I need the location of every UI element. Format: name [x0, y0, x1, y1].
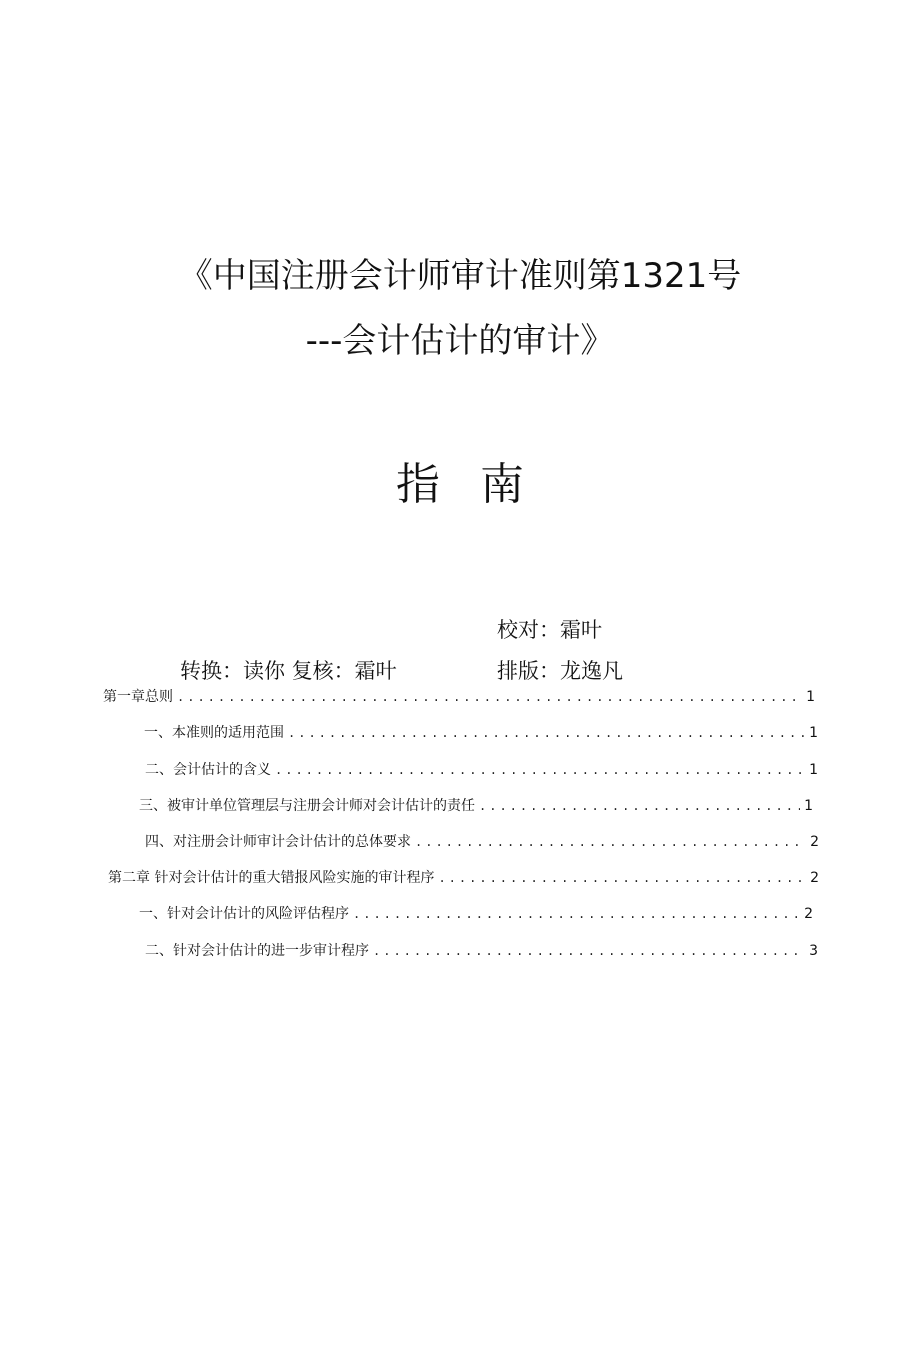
toc-entry-title: 二、会计估计的含义 — [145, 762, 271, 778]
toc-entry-page: 1 — [809, 762, 818, 778]
toc-entry-title: 二、针对会计估计的进一步审计程序 — [145, 943, 369, 959]
toc-entry[interactable] — [139, 795, 813, 815]
document-title-line-2: ---会计估计的审计》 — [305, 321, 615, 361]
toc-entry[interactable] — [145, 831, 819, 851]
toc-leader-dots — [415, 835, 806, 849]
toc-entry[interactable] — [144, 722, 818, 742]
toc-entry[interactable] — [103, 686, 815, 706]
toc-entry-title: 三、被审计单位管理层与注册会计师对会计估计的责任 — [139, 798, 475, 814]
document-subtitle: 指南 — [396, 459, 564, 510]
credit-proofread: 校对：霜叶 — [497, 618, 602, 642]
toc-entry-title: 一、本准则的适用范围 — [144, 725, 284, 741]
credit-convert-review: 转换：读你 复核：霜叶 — [180, 659, 397, 683]
toc-leader-dots — [438, 871, 806, 885]
toc-entry-title: 第二章 针对会计估计的重大错报风险实施的审计程序 — [108, 870, 435, 886]
toc-entry-page: 1 — [804, 798, 813, 814]
toc-leader-dots — [479, 799, 800, 813]
toc-entry-title: 第一章总则 — [103, 689, 173, 705]
toc-leader-dots — [353, 907, 800, 921]
toc-entry-title: 四、对注册会计师审计会计估计的总体要求 — [145, 834, 411, 850]
toc-entry[interactable] — [139, 903, 813, 923]
toc-entry[interactable] — [145, 940, 818, 960]
toc-entry[interactable] — [108, 867, 819, 887]
credit-layout: 排版：龙逸凡 — [497, 659, 623, 683]
toc-entry-page: 3 — [809, 943, 818, 959]
toc-entry-page: 2 — [810, 834, 819, 850]
toc-entry-page: 1 — [809, 725, 818, 741]
document-title-line-1: 《中国注册会计师审计准则第1321号 — [178, 256, 742, 296]
toc-entry-page: 2 — [804, 906, 813, 922]
toc-entry-page: 1 — [806, 689, 815, 705]
toc-leader-dots — [275, 763, 805, 777]
toc-leader-dots — [177, 690, 802, 704]
toc-entry-title: 一、针对会计估计的风险评估程序 — [139, 906, 349, 922]
toc-entry[interactable] — [145, 759, 818, 779]
toc-leader-dots — [288, 726, 805, 740]
toc-entry-page: 2 — [810, 870, 819, 886]
toc-leader-dots — [373, 944, 805, 958]
